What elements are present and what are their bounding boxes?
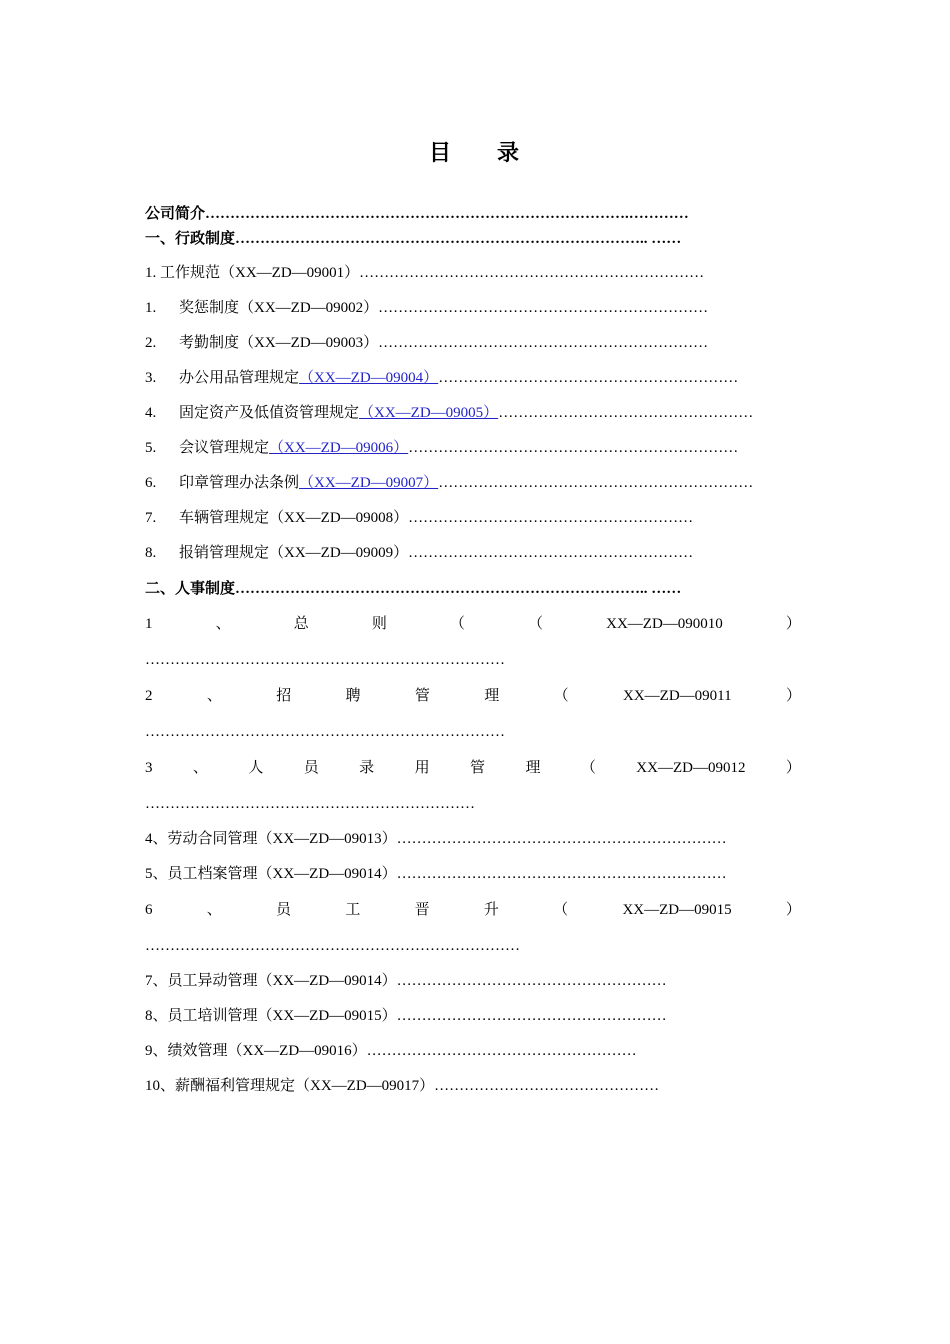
toc-word: 升 <box>483 902 499 918</box>
toc-entry[interactable] <box>145 1076 659 1096</box>
toc-entry-label: 4、劳动合同管理（XX—ZD—09013） <box>145 831 397 847</box>
toc-word: 、 <box>215 616 231 632</box>
toc-entry[interactable] <box>145 263 704 283</box>
toc-leader-dots: ………………………………………………………………………….………… <box>205 206 689 222</box>
toc-leader-dots: ………………………………………………………… <box>408 440 739 456</box>
toc-entry-number: 1. <box>145 300 157 316</box>
toc-entry-label: 印章管理办法条例 <box>179 475 300 491</box>
toc-word: 3 <box>145 760 153 776</box>
toc-word: XX—ZD—09012 <box>636 760 746 776</box>
toc-entry-label: 9、绩效管理（XX—ZD—09016） <box>145 1043 367 1059</box>
toc-entry[interactable] <box>145 438 738 458</box>
toc-leader-dots-line: ………………………………………………………………… <box>145 938 520 954</box>
toc-word: （ <box>449 616 465 632</box>
toc-leader-dots: ………………………………………………… <box>408 545 694 561</box>
toc-word: 6 <box>145 902 153 918</box>
toc-leader-dots-line: ……………………………………………………………… <box>145 652 505 668</box>
toc-entry-label: 公司简介 <box>145 206 206 222</box>
toc-entry-label: 报销管理规定（XX—ZD—09009） <box>179 545 409 561</box>
toc-entry-label: 工作规范（XX—ZD—09001） <box>156 265 360 281</box>
toc-word: （ <box>528 616 544 632</box>
toc-leader-dots: ……………………………………………… <box>366 1043 637 1059</box>
toc-section-label: 一、行政制度 <box>145 231 236 247</box>
toc-entry-code-link[interactable]: （XX—ZD—09005） <box>359 405 499 421</box>
toc-entry-label: 会议管理规定 <box>179 440 270 456</box>
toc-entry-label: 8、员工培训管理（XX—ZD—09015） <box>145 1008 397 1024</box>
toc-word: XX—ZD—09015 <box>622 902 732 918</box>
title-char-2: 录 <box>497 140 522 165</box>
toc-word: 招 <box>276 688 292 704</box>
toc-leader-dots: …………………………………………………………… <box>359 265 705 281</box>
toc-word: ） <box>785 616 801 632</box>
toc-word: 录 <box>359 760 375 776</box>
toc-entry[interactable] <box>145 368 738 388</box>
toc-word: 理 <box>484 688 500 704</box>
toc-entry[interactable] <box>145 333 708 353</box>
toc-entry[interactable] <box>145 829 727 849</box>
toc-leader-dots: ……………………………………………………………………….. …… <box>235 231 682 247</box>
toc-entry-number: 3. <box>145 370 157 386</box>
toc-entry-label: 奖惩制度（XX—ZD—09002） <box>179 300 379 316</box>
toc-entry-code-link[interactable]: （XX—ZD—09007） <box>299 475 439 491</box>
toc-word: 用 <box>414 760 430 776</box>
title-char-1: 目 <box>428 140 453 165</box>
toc-entry-justified[interactable] <box>145 614 801 634</box>
toc-word: 2 <box>145 688 153 704</box>
toc-word: XX—ZD—090010 <box>606 616 723 632</box>
toc-word: （ <box>553 688 569 704</box>
toc-word: （ <box>553 902 569 918</box>
toc-entry-justified[interactable] <box>145 900 801 920</box>
toc-word: 工 <box>345 902 361 918</box>
toc-entry-number: 1. <box>145 265 157 281</box>
toc-entry-number: 5. <box>145 440 157 456</box>
toc-section-admin[interactable] <box>145 229 681 249</box>
toc-word: 则 <box>371 616 387 632</box>
toc-entry[interactable] <box>145 298 708 318</box>
toc-word: ） <box>785 760 801 776</box>
toc-entry-label: 考勤制度（XX—ZD—09003） <box>179 335 379 351</box>
toc-leader-dots: ………………………………………………………… <box>396 866 727 882</box>
toc-entry-justified[interactable] <box>145 686 801 706</box>
toc-entry-label: 固定资产及低值资管理规定 <box>179 405 360 421</box>
toc-entry-code-link[interactable]: （XX—ZD—09004） <box>299 370 439 386</box>
toc-word: 理 <box>525 760 541 776</box>
toc-entry-code-link[interactable]: （XX—ZD—09006） <box>269 440 409 456</box>
toc-leader-dots-line: ……………………………………………………………… <box>145 724 505 740</box>
toc-word: XX—ZD—09011 <box>623 688 732 704</box>
toc-entry-justified[interactable] <box>145 758 801 778</box>
toc-word: 员 <box>303 760 319 776</box>
toc-word: ） <box>785 688 801 704</box>
toc-entry-number: 4. <box>145 405 157 421</box>
toc-word: ） <box>785 902 801 918</box>
toc-entry-number: 6. <box>145 475 157 491</box>
toc-word: 、 <box>206 688 222 704</box>
toc-word: 、 <box>192 760 208 776</box>
toc-entry[interactable] <box>145 403 753 423</box>
toc-word: 管 <box>470 760 486 776</box>
toc-entry[interactable] <box>145 473 753 493</box>
toc-section-label: 二、人事制度 <box>145 581 236 597</box>
toc-word: 管 <box>414 688 430 704</box>
toc-leader-dots: ……………………………………………… <box>396 1008 667 1024</box>
toc-word: 晋 <box>414 902 430 918</box>
toc-entry-label: 10、薪酬福利管理规定（XX—ZD—09017） <box>145 1078 435 1094</box>
toc-leader-dots: ……………………………………………………… <box>438 475 754 491</box>
toc-entry[interactable] <box>145 864 727 884</box>
toc-leader-dots: ………………………………………………………… <box>396 831 727 847</box>
toc-leader-dots-line: ………………………………………………………… <box>145 796 475 812</box>
toc-leader-dots: …………………………………………… <box>498 405 754 421</box>
toc-leader-dots: ………………………………………………………… <box>378 335 709 351</box>
toc-word: 聘 <box>345 688 361 704</box>
toc-entry[interactable] <box>145 1041 637 1061</box>
toc-entry-label: 7、员工异动管理（XX—ZD—09014） <box>145 973 397 989</box>
toc-word: 、 <box>206 902 222 918</box>
toc-entry-number: 8. <box>145 545 157 561</box>
toc-entry-number: 7. <box>145 510 157 526</box>
toc-leader-dots: ……………………………………………………………………….. …… <box>235 581 682 597</box>
toc-word: 总 <box>293 616 309 632</box>
toc-leader-dots: ……………………………………………… <box>396 973 667 989</box>
toc-leader-dots: ……………………………………… <box>434 1078 660 1094</box>
toc-entry[interactable] <box>145 508 693 528</box>
toc-entry[interactable] <box>145 543 693 563</box>
toc-section-hr[interactable] <box>145 579 681 599</box>
toc-entry-label: 5、员工档案管理（XX—ZD—09014） <box>145 866 397 882</box>
toc-entry-number: 2. <box>145 335 157 351</box>
toc-entry-label: 办公用品管理规定 <box>179 370 300 386</box>
toc-leader-dots: …………………………………………………… <box>438 370 739 386</box>
toc-leader-dots: ………………………………………………………… <box>378 300 709 316</box>
toc-word: （ <box>580 760 596 776</box>
toc-entry[interactable] <box>145 1006 667 1026</box>
toc-word: 员 <box>276 902 292 918</box>
toc-leader-dots: ………………………………………………… <box>408 510 694 526</box>
toc-entry[interactable] <box>145 971 667 991</box>
toc-entry-label: 车辆管理规定（XX—ZD—09008） <box>179 510 409 526</box>
toc-word: 人 <box>248 760 264 776</box>
toc-entry-intro[interactable] <box>145 204 689 224</box>
toc-word: 1 <box>145 616 153 632</box>
